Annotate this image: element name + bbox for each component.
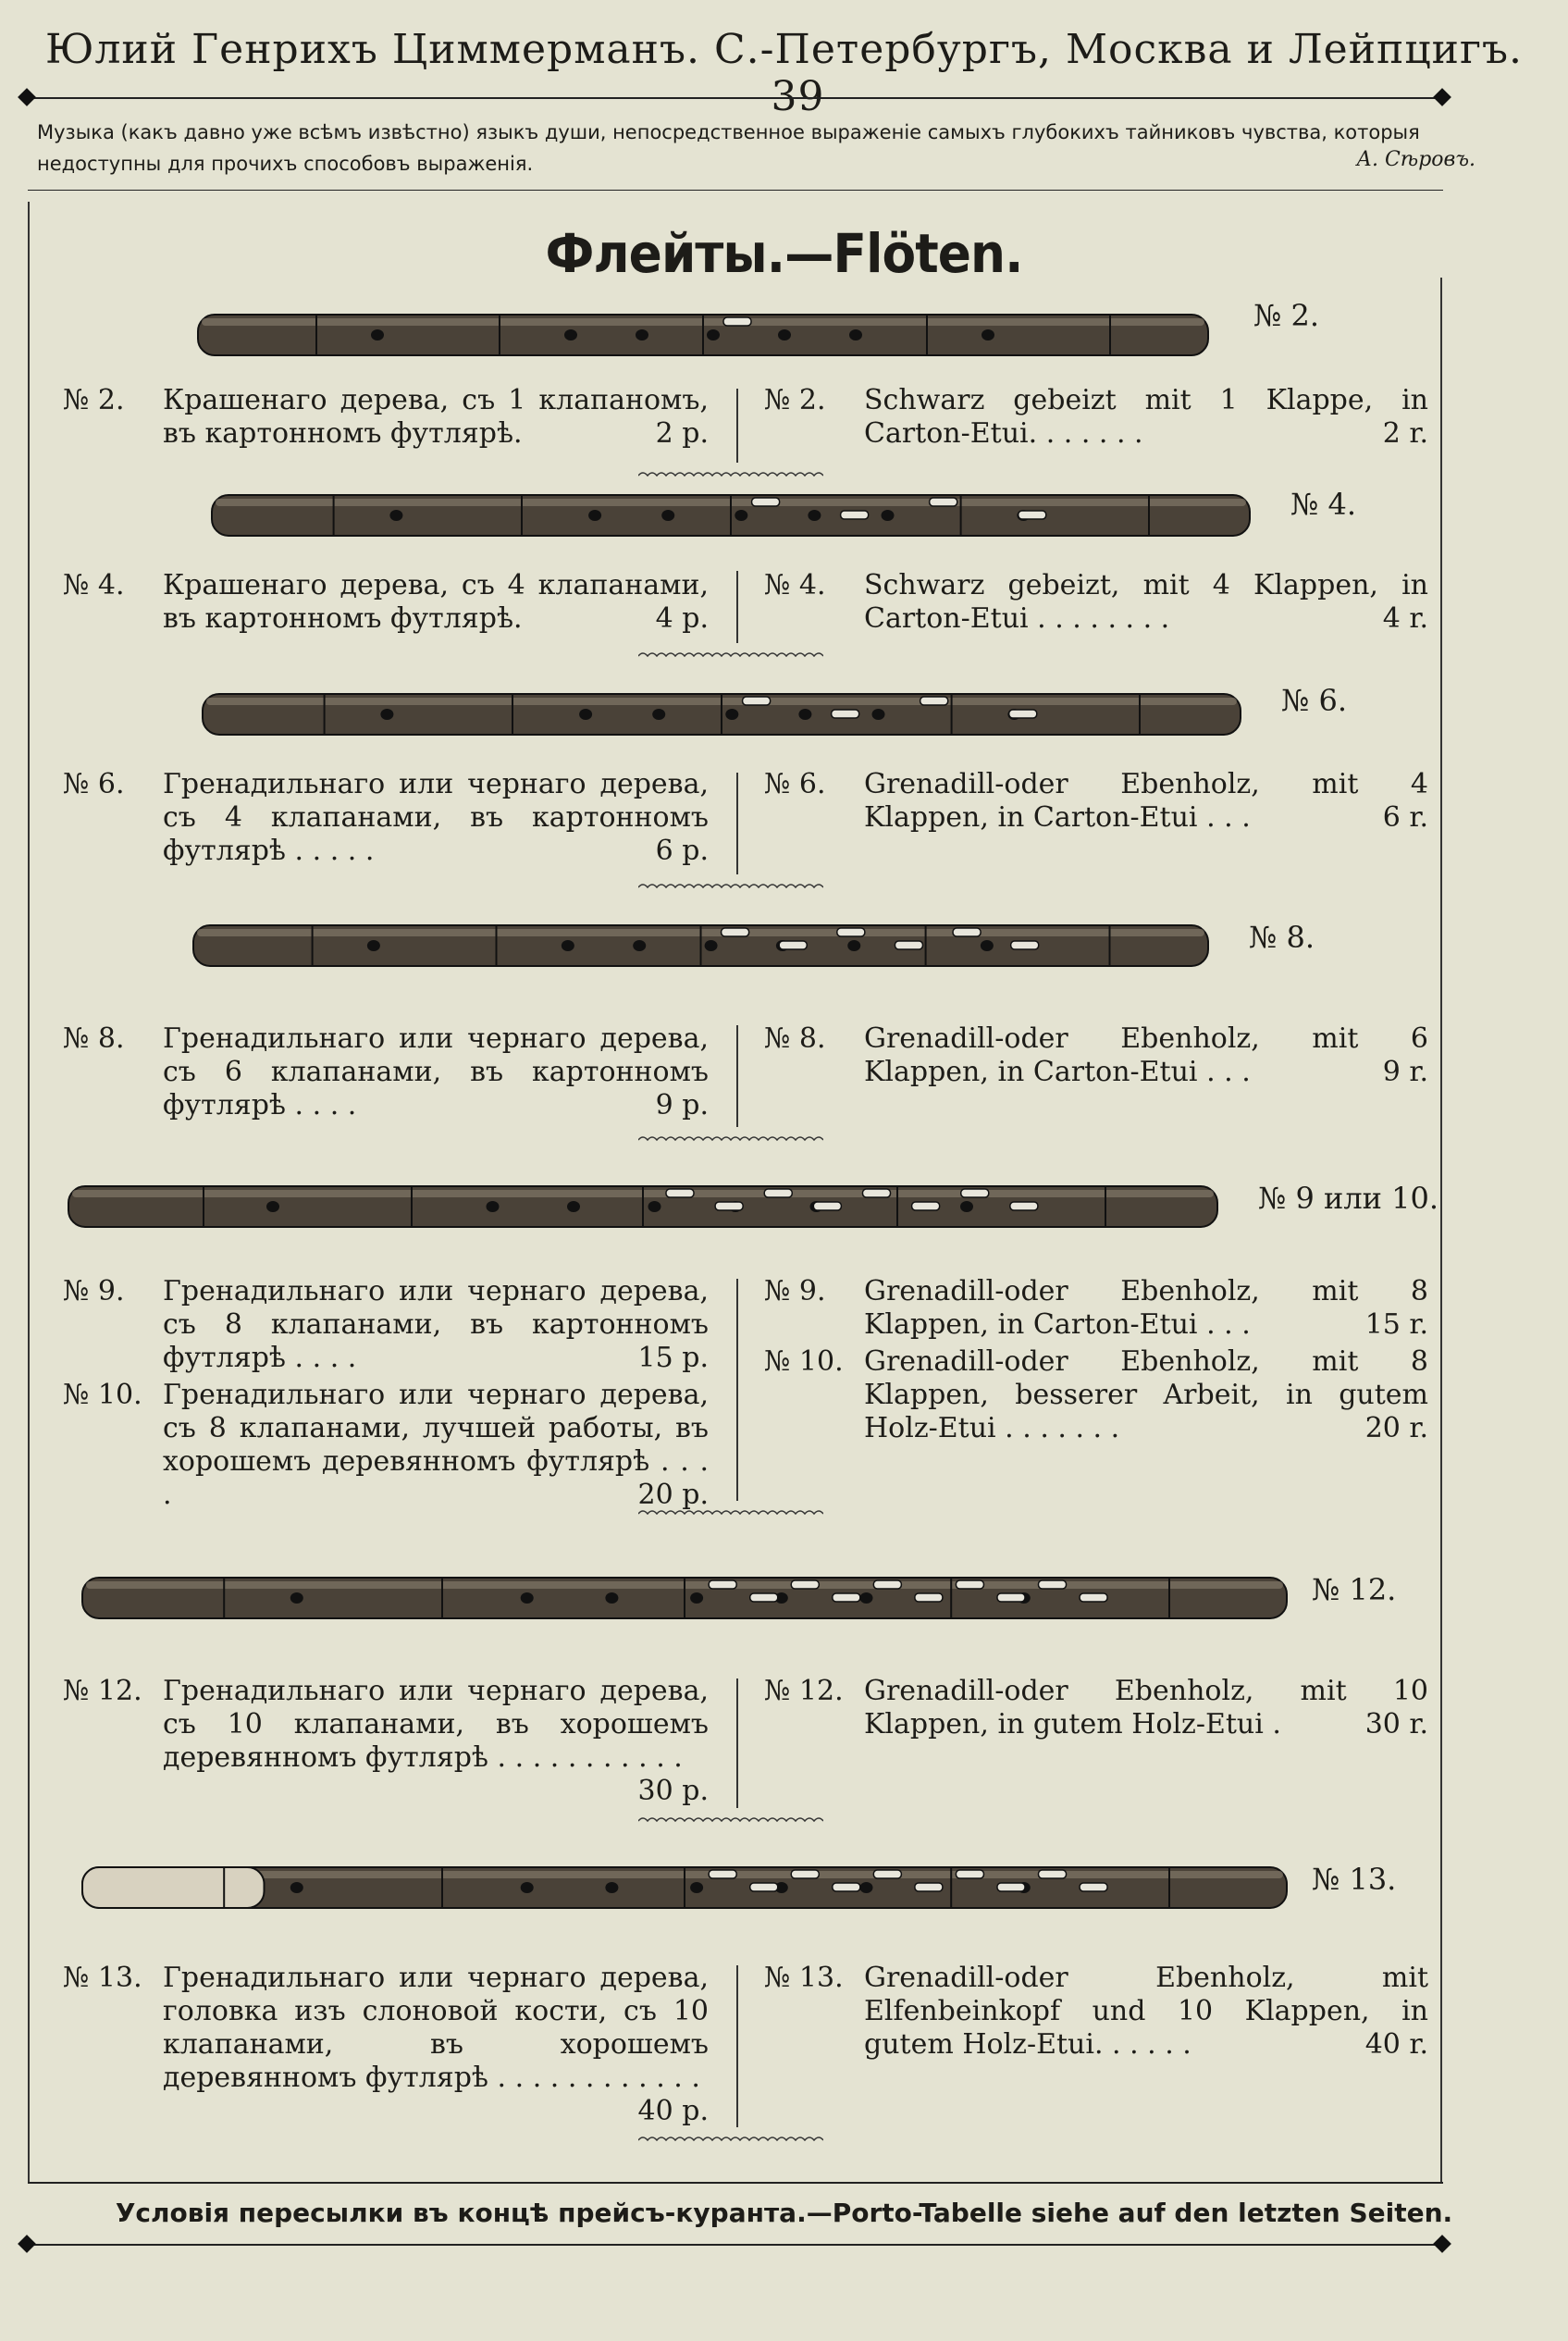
item-number: № 9. xyxy=(764,1275,826,1307)
flute-key xyxy=(791,1580,819,1589)
item-description xyxy=(864,1675,1428,1741)
flute-key xyxy=(1039,1870,1067,1878)
russian-description xyxy=(63,1022,710,1126)
flute-key xyxy=(723,317,751,326)
item-description xyxy=(864,384,1428,451)
catalog-entry xyxy=(764,1345,1435,1445)
wave-divider xyxy=(638,1508,823,1519)
catalog-entry xyxy=(63,1675,710,1808)
flute-key xyxy=(791,1870,819,1878)
ivory-head xyxy=(82,1867,265,1908)
flute-key xyxy=(961,1189,989,1197)
item-text: Grenadill-oder Ebenholz, mit 8 Klappen, besserer Arbeit, in gutem Holz-Etui . . . . . . . xyxy=(864,1345,1428,1444)
item-description xyxy=(163,1022,709,1122)
russian-description xyxy=(63,768,710,872)
tone-hole xyxy=(735,510,747,521)
flute-key xyxy=(956,1870,983,1878)
catalog-entry xyxy=(63,1022,710,1122)
tone-hole xyxy=(487,1201,500,1212)
item-description xyxy=(163,1379,709,1512)
tone-hole xyxy=(290,1882,303,1893)
flute-model-label: № 8. xyxy=(1249,920,1315,955)
flute-key xyxy=(833,1883,860,1891)
footer-ornament-right xyxy=(1433,2235,1451,2253)
flute-key xyxy=(1009,710,1037,718)
flute-key xyxy=(873,1870,901,1878)
tone-hole xyxy=(588,510,601,521)
item-text: Крашенаго дерева, съ 4 клапанами, въ картонномъ футлярѣ. xyxy=(163,569,709,635)
wave-divider xyxy=(638,1134,823,1146)
tone-hole xyxy=(266,1201,279,1212)
item-price: 20 r. xyxy=(1364,1412,1428,1444)
item-price: 9 r. xyxy=(1382,1056,1428,1088)
item-price: 20 р. xyxy=(637,1479,709,1511)
catalog-entry xyxy=(63,384,710,451)
item-price: 30 р. xyxy=(637,1775,709,1807)
german-description xyxy=(764,1675,1435,1745)
catalog-entry xyxy=(764,768,1435,835)
tone-hole xyxy=(798,709,811,720)
item-text: Гренадильнаго или чернаго дерева, съ 8 клапанами, лучшей работы, въ хорошемъ деревянномъ футлярѣ . . . . xyxy=(163,1379,709,1511)
frame-left-rule xyxy=(28,202,30,2182)
tone-hole xyxy=(981,940,994,951)
tone-hole xyxy=(661,510,674,521)
item-description xyxy=(163,768,709,868)
tone-hole xyxy=(690,1882,703,1893)
german-description xyxy=(764,1962,1435,2065)
frame-right-rule xyxy=(1440,278,1442,2184)
item-price: 40 р. xyxy=(637,2095,709,2127)
item-text: Schwarz gebeizt, mit 4 Klappen, in Carton-Etui . . . . . . . . xyxy=(864,569,1428,635)
item-description xyxy=(864,768,1428,835)
flute-key xyxy=(666,1189,694,1197)
tone-hole xyxy=(521,1592,534,1604)
item-price: 40 r. xyxy=(1364,2028,1428,2061)
tone-hole xyxy=(707,329,720,341)
wave-line xyxy=(638,653,823,656)
item-price: 15 r. xyxy=(1364,1308,1428,1341)
tone-hole xyxy=(849,329,862,341)
item-number: № 9. xyxy=(63,1275,125,1307)
page-title xyxy=(0,26,1568,120)
item-text: Крашенаго дерева, съ 1 клапаномъ, въ картонномъ футлярѣ. xyxy=(163,384,709,450)
flute-key xyxy=(779,941,807,949)
footer-rule-bottom xyxy=(28,2244,1443,2246)
item-number: № 4. xyxy=(764,569,826,601)
column-divider xyxy=(736,571,738,643)
flute-illustration xyxy=(79,1564,1290,1640)
item-number: № 2. xyxy=(764,384,826,416)
item-description xyxy=(163,1962,709,2128)
flute-illustration xyxy=(199,680,1244,756)
publisher-title: Юлий Генрихъ Циммерманъ. С.-Петербургъ, Москва и Лейпцигъ. xyxy=(44,26,1524,73)
catalog-entry xyxy=(764,1962,1435,2062)
column-divider xyxy=(736,1678,738,1808)
item-text: Grenadill-oder Ebenholz, mit Elfenbeinkopf und 10 Klappen, in gutem Holz-Etui. . . . . . xyxy=(864,1962,1428,2061)
column-divider xyxy=(736,773,738,874)
catalog-entry xyxy=(63,1962,710,2128)
flute-key xyxy=(813,1202,841,1210)
catalog-entry xyxy=(764,569,1435,636)
wave-line xyxy=(638,1818,823,1821)
flute-key xyxy=(863,1189,891,1197)
item-number: № 10. xyxy=(63,1379,142,1411)
german-description xyxy=(764,569,1435,639)
tone-hole xyxy=(290,1592,303,1604)
column-divider xyxy=(736,389,738,463)
flute-key xyxy=(764,1189,792,1197)
item-number: № 2. xyxy=(63,384,125,416)
russian-description xyxy=(63,1962,710,2132)
flute-key xyxy=(1080,1593,1107,1602)
item-text: Schwarz gebeizt mit 1 Klappe, in Carton-Etui. . . . . . . xyxy=(864,384,1428,450)
tone-hole xyxy=(521,1882,534,1893)
item-number: № 12. xyxy=(764,1675,844,1707)
german-description xyxy=(764,384,1435,454)
item-number: № 6. xyxy=(63,768,125,800)
tone-hole xyxy=(380,709,393,720)
tone-hole xyxy=(562,940,574,951)
item-price: 15 р. xyxy=(637,1342,709,1374)
tone-hole xyxy=(389,510,402,521)
tone-hole xyxy=(960,1201,973,1212)
flute-model-label: № 13. xyxy=(1312,1862,1397,1897)
item-price: 4 r. xyxy=(1382,602,1428,635)
item-number: № 6. xyxy=(764,768,826,800)
tone-hole xyxy=(872,709,885,720)
flute-key xyxy=(1039,1580,1067,1589)
flute-key xyxy=(920,697,948,705)
flute-key xyxy=(832,710,859,718)
item-number: № 13. xyxy=(63,1962,142,1994)
item-price: 6 r. xyxy=(1382,801,1428,834)
tone-hole xyxy=(564,329,577,341)
tone-hole xyxy=(982,329,994,341)
item-price: 2 р. xyxy=(655,417,709,450)
epigraph-author: А. Сѣровъ. xyxy=(1356,148,1475,171)
flute-key xyxy=(953,928,981,936)
catalog-entry xyxy=(63,1275,710,1375)
tone-hole xyxy=(778,329,791,341)
page-header xyxy=(0,0,1568,120)
tone-hole xyxy=(847,940,860,951)
item-text: Grenadill-oder Ebenholz, mit 4 Klappen, in Carton-Etui . . . xyxy=(864,768,1428,834)
russian-description xyxy=(63,1675,710,1812)
wave-line xyxy=(638,2137,823,2140)
flute-key xyxy=(930,498,957,506)
epigraph: Музыка (какъ давно уже всѣмъ извѣстно) языкъ души, непосредственное выраженіе самыхъ глубокихъ тайниковъ чувства, которыя недоступны для прочихъ способовъ выраженія. xyxy=(37,121,1420,175)
item-description xyxy=(163,1275,709,1375)
item-text: Grenadill-oder Ebenholz, mit 6 Klappen, in Carton-Etui . . . xyxy=(864,1022,1428,1088)
flute-model-label: № 2. xyxy=(1253,298,1319,333)
item-description xyxy=(864,1345,1428,1445)
flute-illustration xyxy=(79,1853,1290,1929)
russian-description xyxy=(63,1275,710,1516)
item-description xyxy=(163,1675,709,1808)
shipping-note: Условія пересылки въ концѣ прейсъ-куранта.—Porto-Tabelle siehe auf den letzten Seiten. xyxy=(115,2198,1453,2228)
flute-key xyxy=(1010,1202,1038,1210)
footer-rule-top xyxy=(28,2182,1443,2184)
tone-hole xyxy=(882,510,895,521)
flute-key xyxy=(752,498,780,506)
item-text: Гренадильнаго или чернаго дерева, съ 6 клапанами, въ картонномъ футлярѣ . . . . xyxy=(163,1022,709,1121)
item-description xyxy=(864,1275,1428,1342)
flute-model-label: № 6. xyxy=(1281,683,1347,718)
item-number: № 12. xyxy=(63,1675,142,1707)
flute-illustration xyxy=(208,481,1253,557)
page-number: 39 xyxy=(771,73,825,120)
flute-model-label: № 12. xyxy=(1312,1572,1397,1607)
flute-key xyxy=(1011,941,1039,949)
tone-hole xyxy=(579,709,592,720)
item-description xyxy=(163,384,709,451)
german-description xyxy=(764,1275,1435,1449)
flute-key xyxy=(841,511,869,519)
flute-key xyxy=(915,1883,943,1891)
tone-hole xyxy=(605,1882,618,1893)
item-description xyxy=(864,1022,1428,1089)
wave-divider xyxy=(638,650,823,662)
header-rule xyxy=(28,97,1443,99)
flute-key xyxy=(709,1580,736,1589)
tone-hole xyxy=(860,1592,873,1604)
item-price: 9 р. xyxy=(655,1089,709,1121)
flute-key xyxy=(750,1593,778,1602)
wave-line xyxy=(638,473,823,476)
tone-hole xyxy=(690,1592,703,1604)
flute-key xyxy=(833,1593,860,1602)
flute-key xyxy=(895,941,922,949)
flute-key xyxy=(709,1870,736,1878)
wave-divider xyxy=(638,470,823,481)
section-title: Флейты.—Flöten. xyxy=(545,222,1023,285)
item-number: № 10. xyxy=(764,1345,844,1378)
flute-model-label: № 4. xyxy=(1290,487,1356,522)
item-number: № 4. xyxy=(63,569,125,601)
item-text: Гренадильнаго или чернаго дерева, съ 10 клапанами, въ хорошемъ деревянномъ футлярѣ . . . . . . . . . . . xyxy=(163,1675,709,1774)
german-description xyxy=(764,1022,1435,1093)
tone-hole xyxy=(567,1201,580,1212)
catalog-entry xyxy=(764,1675,1435,1741)
item-price: 6 р. xyxy=(655,835,709,867)
item-text: Grenadill-oder Ebenholz, mit 8 Klappen, in Carton-Etui . . . xyxy=(864,1275,1428,1341)
tone-hole xyxy=(367,940,380,951)
flute-key xyxy=(956,1580,983,1589)
wave-divider xyxy=(638,1815,823,1827)
item-description xyxy=(163,569,709,636)
catalog-entry xyxy=(63,569,710,636)
russian-description xyxy=(63,384,710,454)
catalog-entry xyxy=(764,1275,1435,1342)
item-number: № 8. xyxy=(63,1022,125,1055)
flute-key xyxy=(837,928,865,936)
tone-hole xyxy=(808,510,821,521)
flute-key xyxy=(997,1883,1025,1891)
item-description xyxy=(864,569,1428,636)
tone-hole xyxy=(648,1201,661,1212)
flute-key xyxy=(997,1593,1025,1602)
tone-hole xyxy=(636,329,648,341)
item-price: 2 r. xyxy=(1382,417,1428,450)
epigraph-rule xyxy=(28,190,1443,191)
german-description xyxy=(764,768,1435,838)
flute-key xyxy=(915,1593,943,1602)
flute-key xyxy=(750,1883,778,1891)
item-text: Grenadill-oder Ebenholz, mit 10 Klappen, in gutem Holz-Etui . xyxy=(864,1675,1428,1740)
footer-ornament-left xyxy=(18,2235,36,2253)
column-divider xyxy=(736,1025,738,1127)
item-number: № 8. xyxy=(764,1022,826,1055)
flute-key xyxy=(1019,511,1046,519)
wave-line xyxy=(638,885,823,887)
catalog-entry xyxy=(764,384,1435,451)
tone-hole xyxy=(633,940,646,951)
tone-hole xyxy=(725,709,738,720)
flute-illustration xyxy=(190,911,1212,987)
tone-hole xyxy=(652,709,665,720)
item-number: № 13. xyxy=(764,1962,844,1994)
wave-divider xyxy=(638,2135,823,2146)
tone-hole xyxy=(705,940,718,951)
flute-model-label: № 9 или 10. xyxy=(1258,1181,1439,1216)
wave-line xyxy=(638,1511,823,1514)
column-divider xyxy=(736,1965,738,2127)
flute-key xyxy=(1080,1883,1107,1891)
flute-key xyxy=(873,1580,901,1589)
item-description xyxy=(864,1962,1428,2062)
flute-illustration xyxy=(194,301,1212,377)
flute-key xyxy=(722,928,749,936)
item-text: Гренадильнаго или чернаго дерева, съ 4 клапанами, въ картонномъ футлярѣ . . . . . xyxy=(163,768,709,867)
tone-hole xyxy=(860,1882,873,1893)
catalog-entry xyxy=(63,1379,710,1512)
item-text: Гренадильнаго или чернаго дерева, головка изъ слоновой кости, съ 10 клапанами, въ хорошемъ деревянномъ футлярѣ . . . . . . . . . . . . xyxy=(163,1962,709,2094)
catalog-entry xyxy=(764,1022,1435,1089)
flute-key xyxy=(912,1202,940,1210)
column-divider xyxy=(736,1279,738,1501)
wave-divider xyxy=(638,882,823,893)
item-text: Гренадильнаго или чернаго дерева, съ 8 клапанами, въ картонномъ футлярѣ . . . . xyxy=(163,1275,709,1374)
item-price: 4 р. xyxy=(655,602,709,635)
tone-hole xyxy=(371,329,384,341)
flute-key xyxy=(743,697,771,705)
russian-description xyxy=(63,569,710,639)
tone-hole xyxy=(605,1592,618,1604)
flute-illustration xyxy=(65,1172,1221,1248)
wave-line xyxy=(638,1137,823,1140)
item-price: 30 r. xyxy=(1364,1708,1428,1740)
catalog-entry xyxy=(63,768,710,868)
flute-key xyxy=(715,1202,743,1210)
